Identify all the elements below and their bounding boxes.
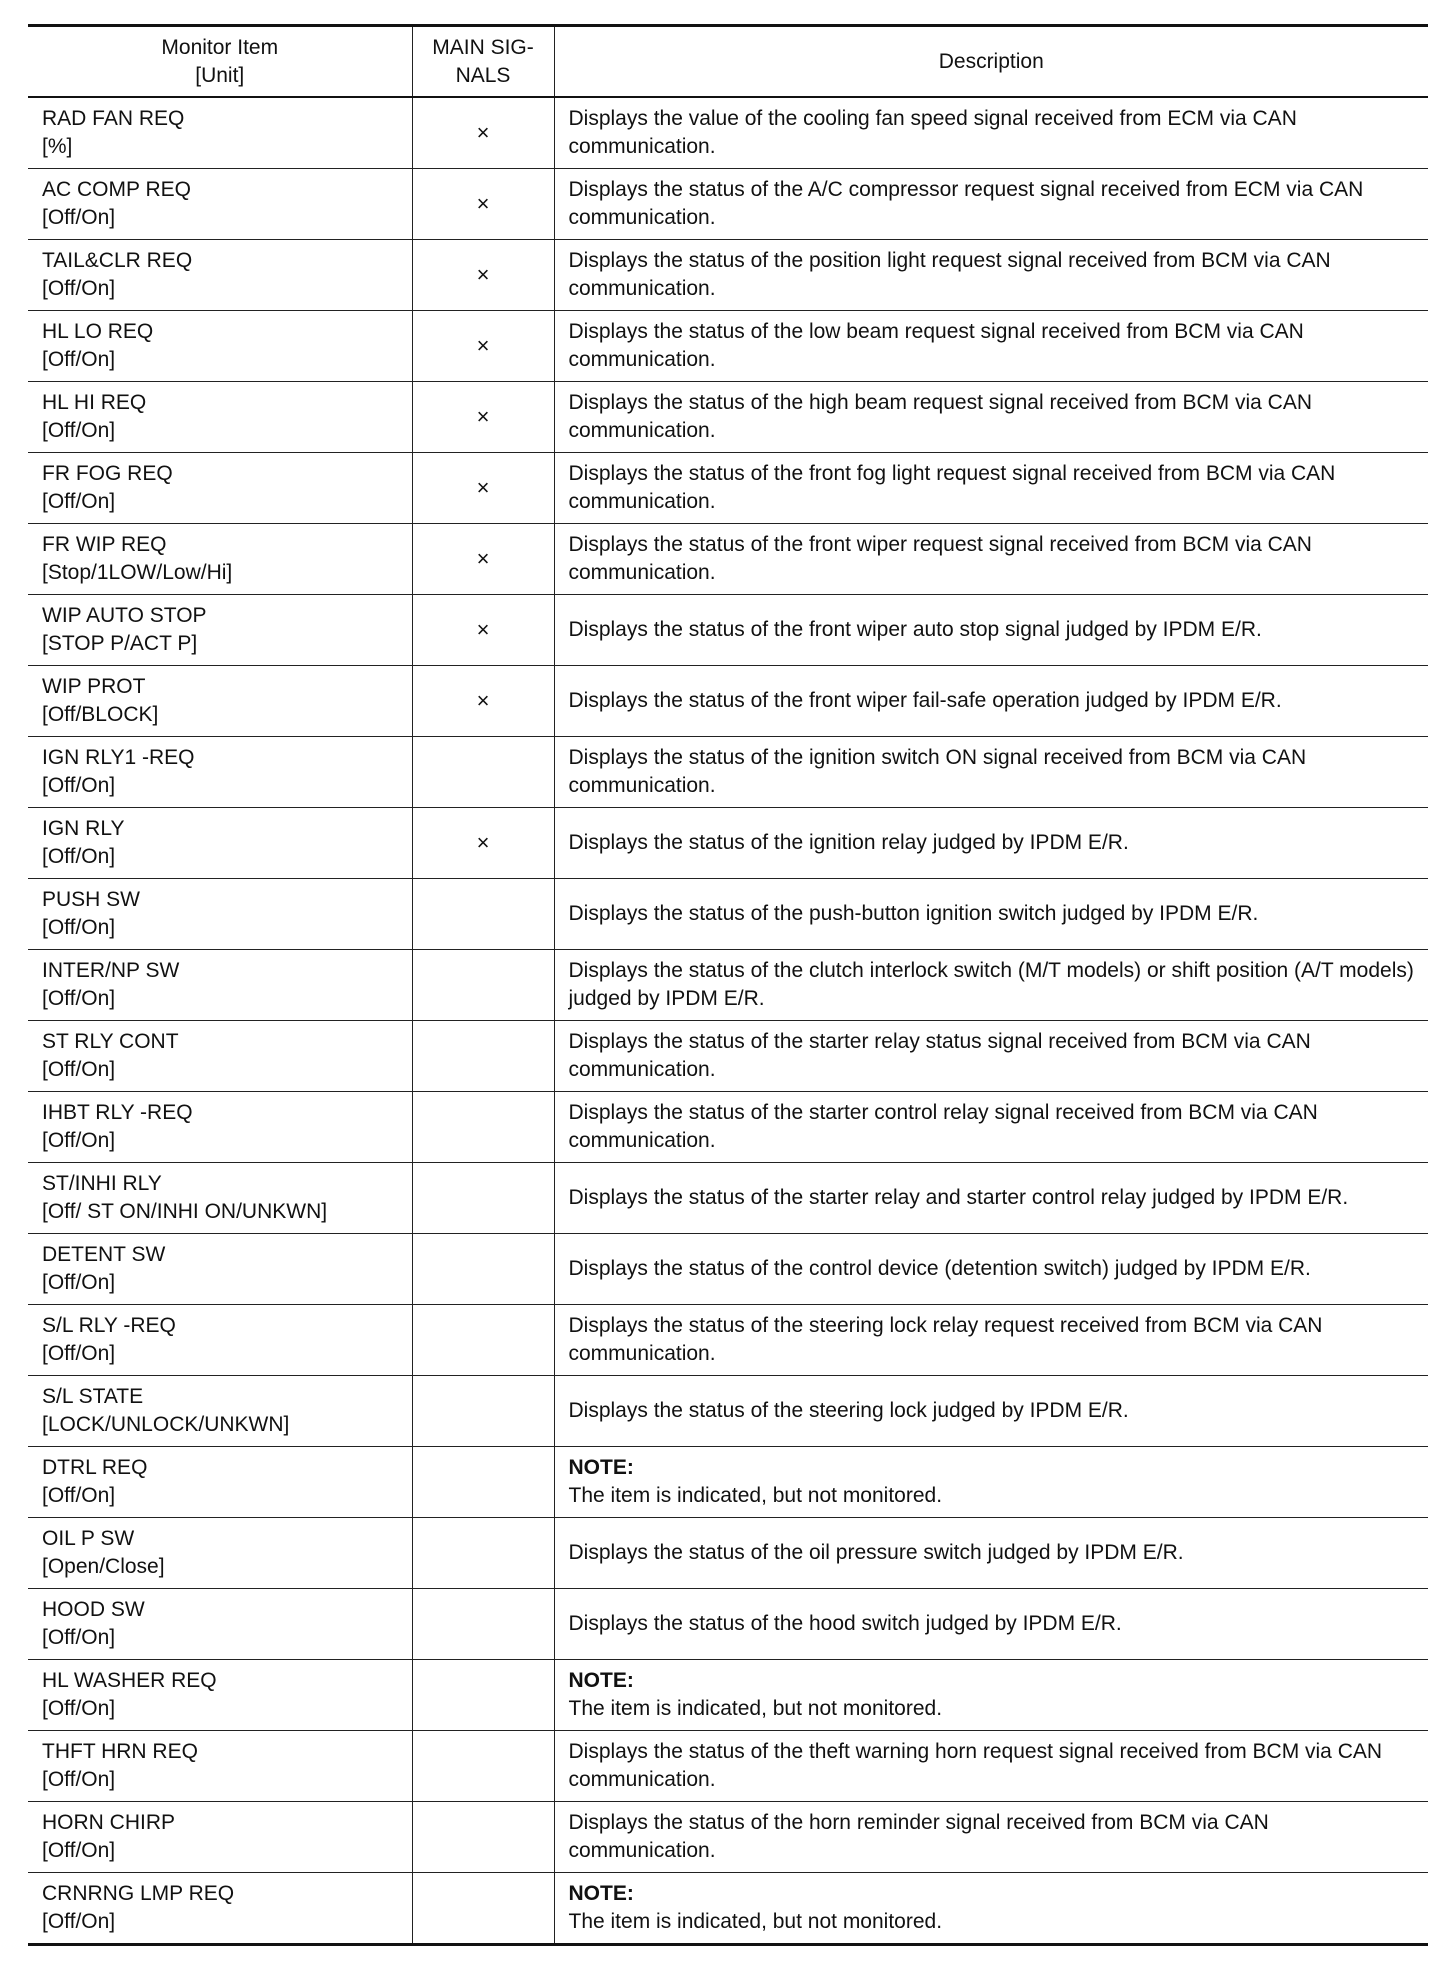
main-signal-mark: × (476, 830, 490, 855)
monitor-item-name: HL HI REQ (42, 391, 147, 414)
monitor-item-name: WIP PROT (42, 675, 146, 698)
main-signal-mark: × (476, 262, 490, 287)
monitor-item-cell (28, 1447, 412, 1518)
table-row (28, 1518, 1428, 1589)
monitor-item-unit: [Off/On] (42, 1768, 116, 1791)
monitor-item-name: PUSH SW (42, 888, 141, 911)
main-signal-cell (412, 1518, 554, 1589)
monitor-item-name: TAIL&CLR REQ (42, 249, 193, 272)
monitor-item-cell (28, 1731, 412, 1802)
table-row (28, 1305, 1428, 1376)
monitor-item-name: OIL P SW (42, 1527, 135, 1550)
monitor-item-cell (28, 1376, 412, 1447)
monitor-item-unit: [%] (42, 135, 73, 158)
description-text: Displays the status of the front wiper fail-safe operation judged by IPDM E/R. (568, 689, 1282, 712)
table-row (28, 879, 1428, 950)
description-cell (554, 1163, 1428, 1234)
main-signal-mark: × (476, 546, 490, 571)
table-row (28, 240, 1428, 311)
table-row (28, 1376, 1428, 1447)
table-row (28, 950, 1428, 1021)
monitor-item-unit: [Off/On] (42, 1484, 116, 1507)
monitor-item-cell (28, 1305, 412, 1376)
monitor-item-name: ST/INHI RLY (42, 1172, 162, 1195)
table-row (28, 1589, 1428, 1660)
description-text: Displays the status of the starter relay status signal received from BCM via CAN communication. (568, 1030, 1311, 1081)
monitor-item-unit: [Off/On] (42, 1839, 116, 1862)
monitor-item-name: THFT HRN REQ (42, 1740, 198, 1763)
main-signal-cell (412, 169, 554, 240)
description-cell (554, 1447, 1428, 1518)
table-row (28, 1447, 1428, 1518)
note-label: NOTE: (568, 1882, 634, 1905)
table-row (28, 1163, 1428, 1234)
description-cell (554, 97, 1428, 169)
monitor-item-unit: [Off/On] (42, 774, 116, 797)
monitor-item-unit: [Off/On] (42, 206, 116, 229)
monitor-item-unit: [Off/On] (42, 1129, 116, 1152)
monitor-item-cell (28, 737, 412, 808)
monitor-item-cell (28, 879, 412, 950)
monitor-item-name: WIP AUTO STOP (42, 604, 207, 627)
table-row (28, 97, 1428, 169)
table-row (28, 1660, 1428, 1731)
main-signal-cell (412, 1092, 554, 1163)
monitor-item-name: S/L STATE (42, 1385, 144, 1408)
table-row (28, 737, 1428, 808)
main-signal-mark: × (476, 688, 490, 713)
monitor-item-name: IHBT RLY -REQ (42, 1101, 193, 1124)
description-cell (554, 1731, 1428, 1802)
description-cell (554, 1589, 1428, 1660)
description-cell (554, 1234, 1428, 1305)
monitor-item-name: ST RLY CONT (42, 1030, 179, 1053)
main-signal-cell (412, 453, 554, 524)
description-cell (554, 524, 1428, 595)
description-cell (554, 1092, 1428, 1163)
monitor-item-cell (28, 595, 412, 666)
monitor-item-unit: [Off/BLOCK] (42, 703, 159, 726)
note-label: NOTE: (568, 1669, 634, 1692)
main-signal-cell (412, 1873, 554, 1945)
monitor-item-cell (28, 382, 412, 453)
monitor-item-unit: [Off/On] (42, 1058, 116, 1081)
note-label: NOTE: (568, 1456, 634, 1479)
monitor-item-cell (28, 453, 412, 524)
monitor-item-name: FR WIP REQ (42, 533, 167, 556)
description-cell (554, 453, 1428, 524)
main-signal-mark: × (476, 120, 490, 145)
description-cell (554, 808, 1428, 879)
monitor-item-unit: [Off/On] (42, 845, 116, 868)
description-cell (554, 1873, 1428, 1945)
main-signal-cell (412, 737, 554, 808)
table-row (28, 1092, 1428, 1163)
monitor-item-name: FR FOG REQ (42, 462, 173, 485)
monitor-item-unit: [Off/On] (42, 490, 116, 513)
description-text: Displays the status of the clutch interlock switch (M/T models) or shift position (A/T models) judged by IPDM E/R. (568, 959, 1414, 1010)
main-signal-cell (412, 1021, 554, 1092)
monitor-item-name: HL LO REQ (42, 320, 154, 343)
main-signal-mark: × (476, 191, 490, 216)
monitor-item-name: IGN RLY (42, 817, 125, 840)
table-row (28, 1731, 1428, 1802)
description-text: Displays the status of the starter control relay signal received from BCM via CAN communication. (568, 1101, 1318, 1152)
description-text: Displays the status of the oil pressure switch judged by IPDM E/R. (568, 1541, 1184, 1564)
description-cell (554, 1518, 1428, 1589)
description-text: Displays the status of the theft warning horn request signal received from BCM via CAN communication. (568, 1740, 1383, 1791)
monitor-item-cell (28, 524, 412, 595)
table-row (28, 1234, 1428, 1305)
description-text: Displays the status of the steering lock relay request received from BCM via CAN communication. (568, 1314, 1323, 1365)
header-main-signals-line2: NALS (455, 63, 511, 87)
main-signal-cell (412, 1447, 554, 1518)
description-cell (554, 1305, 1428, 1376)
monitor-item-cell (28, 97, 412, 169)
monitor-item-unit: [STOP P/ACT P] (42, 632, 198, 655)
description-text: Displays the status of the ignition switch ON signal received from BCM via CAN communication. (568, 746, 1307, 797)
description-text: Displays the status of the front fog light request signal received from BCM via CAN communication. (568, 462, 1336, 513)
description-cell (554, 1376, 1428, 1447)
description-cell (554, 737, 1428, 808)
main-signal-cell (412, 1376, 554, 1447)
main-signal-cell (412, 666, 554, 737)
table-row (28, 666, 1428, 737)
monitor-item-unit: [Off/ ST ON/INHI ON/UNKWN] (42, 1200, 328, 1223)
monitor-item-name: HORN CHIRP (42, 1811, 176, 1834)
main-signal-cell (412, 1660, 554, 1731)
header-description (554, 26, 1428, 98)
monitor-item-unit: [Off/On] (42, 916, 116, 939)
table-row (28, 524, 1428, 595)
monitor-item-name: S/L RLY -REQ (42, 1314, 176, 1337)
monitor-item-name: HL WASHER REQ (42, 1669, 217, 1692)
description-text: Displays the status of the high beam request signal received from BCM via CAN communication. (568, 391, 1313, 442)
main-signal-cell (412, 240, 554, 311)
monitor-item-unit: [Off/On] (42, 277, 116, 300)
monitor-item-cell (28, 1589, 412, 1660)
monitor-item-cell (28, 1660, 412, 1731)
main-signal-cell (412, 950, 554, 1021)
monitor-item-cell (28, 240, 412, 311)
monitor-item-cell (28, 808, 412, 879)
monitor-item-cell (28, 950, 412, 1021)
table-row (28, 311, 1428, 382)
monitor-item-cell (28, 1021, 412, 1092)
monitor-item-name: DETENT SW (42, 1243, 166, 1266)
main-signal-cell (412, 524, 554, 595)
main-signal-cell (412, 1163, 554, 1234)
monitor-item-unit: [Off/On] (42, 987, 116, 1010)
table-row (28, 1021, 1428, 1092)
monitor-item-unit: [Stop/1LOW/Low/Hi] (42, 561, 233, 584)
monitor-item-cell (28, 666, 412, 737)
header-main-signals-line1: MAIN SIG- (432, 35, 534, 59)
table-row (28, 808, 1428, 879)
monitor-item-cell (28, 169, 412, 240)
description-cell (554, 1021, 1428, 1092)
monitor-item-cell (28, 1518, 412, 1589)
description-text: The item is indicated, but not monitored. (568, 1697, 943, 1720)
monitor-item-cell (28, 311, 412, 382)
description-cell (554, 1660, 1428, 1731)
main-signal-cell (412, 1802, 554, 1873)
description-text: Displays the status of the control device (detention switch) judged by IPDM E/R. (568, 1257, 1311, 1280)
main-signal-cell (412, 311, 554, 382)
monitor-item-name: RAD FAN REQ (42, 107, 185, 130)
main-signal-cell (412, 97, 554, 169)
description-cell (554, 169, 1428, 240)
monitor-item-unit: [Off/On] (42, 348, 116, 371)
description-text: The item is indicated, but not monitored. (568, 1484, 943, 1507)
description-text: Displays the status of the push-button ignition switch judged by IPDM E/R. (568, 902, 1259, 925)
header-description-label: Description (938, 49, 1044, 73)
monitor-item-unit: [Off/On] (42, 1626, 116, 1649)
monitor-item-name: HOOD SW (42, 1598, 145, 1621)
table-row (28, 1802, 1428, 1873)
table-row (28, 169, 1428, 240)
main-signal-cell (412, 1731, 554, 1802)
monitor-item-unit: [Off/On] (42, 1910, 116, 1933)
description-text: Displays the status of the starter relay and starter control relay judged by IPDM E/R. (568, 1186, 1349, 1209)
description-text: Displays the status of the steering lock judged by IPDM E/R. (568, 1399, 1129, 1422)
monitor-item-cell (28, 1802, 412, 1873)
description-text: Displays the status of the front wiper auto stop signal judged by IPDM E/R. (568, 618, 1262, 641)
header-main-signals (412, 26, 554, 98)
monitor-item-cell (28, 1234, 412, 1305)
description-text: The item is indicated, but not monitored. (568, 1910, 943, 1933)
description-text: Displays the status of the position light request signal received from BCM via CAN communication. (568, 249, 1331, 300)
main-signal-cell (412, 879, 554, 950)
description-cell (554, 666, 1428, 737)
main-signal-cell (412, 1589, 554, 1660)
main-signal-cell (412, 382, 554, 453)
table-header-row (28, 26, 1428, 98)
description-text: Displays the status of the front wiper request signal received from BCM via CAN communication. (568, 533, 1312, 584)
monitor-item-table (28, 24, 1428, 1946)
header-monitor-item (28, 26, 412, 98)
description-text: Displays the value of the cooling fan speed signal received from ECM via CAN communication. (568, 107, 1297, 158)
main-signal-cell (412, 595, 554, 666)
description-cell (554, 1802, 1428, 1873)
main-signal-cell (412, 808, 554, 879)
monitor-item-cell (28, 1092, 412, 1163)
description-cell (554, 879, 1428, 950)
description-text: Displays the status of the hood switch judged by IPDM E/R. (568, 1612, 1122, 1635)
monitor-item-cell (28, 1873, 412, 1945)
description-cell (554, 950, 1428, 1021)
monitor-item-table-page (28, 24, 1428, 1946)
main-signal-mark: × (476, 333, 490, 358)
description-cell (554, 595, 1428, 666)
main-signal-mark: × (476, 404, 490, 429)
table-row (28, 1873, 1428, 1945)
description-text: Displays the status of the horn reminder signal received from BCM via CAN communication. (568, 1811, 1269, 1862)
monitor-item-unit: [Off/On] (42, 419, 116, 442)
monitor-item-unit: [LOCK/UNLOCK/UNKWN] (42, 1413, 290, 1436)
description-text: Displays the status of the ignition relay judged by IPDM E/R. (568, 831, 1129, 854)
monitor-item-name: AC COMP REQ (42, 178, 191, 201)
header-monitor-item-line1: Monitor Item (161, 35, 279, 59)
description-cell (554, 240, 1428, 311)
table-row (28, 382, 1428, 453)
description-cell (554, 311, 1428, 382)
monitor-item-unit: [Open/Close] (42, 1555, 165, 1578)
main-signal-mark: × (476, 617, 490, 642)
table-body (28, 97, 1428, 1945)
description-text: Displays the status of the low beam request signal received from BCM via CAN communication. (568, 320, 1304, 371)
main-signal-cell (412, 1234, 554, 1305)
monitor-item-name: INTER/NP SW (42, 959, 180, 982)
main-signal-mark: × (476, 475, 490, 500)
monitor-item-cell (28, 1163, 412, 1234)
table-row (28, 453, 1428, 524)
main-signal-cell (412, 1305, 554, 1376)
description-cell (554, 382, 1428, 453)
monitor-item-unit: [Off/On] (42, 1342, 116, 1365)
monitor-item-name: CRNRNG LMP REQ (42, 1882, 235, 1905)
header-monitor-item-line2: [Unit] (195, 63, 245, 87)
monitor-item-unit: [Off/On] (42, 1271, 116, 1294)
table-row (28, 595, 1428, 666)
monitor-item-name: DTRL REQ (42, 1456, 148, 1479)
monitor-item-unit: [Off/On] (42, 1697, 116, 1720)
description-text: Displays the status of the A/C compressor request signal received from ECM via CAN communication. (568, 178, 1364, 229)
monitor-item-name: IGN RLY1 -REQ (42, 746, 195, 769)
